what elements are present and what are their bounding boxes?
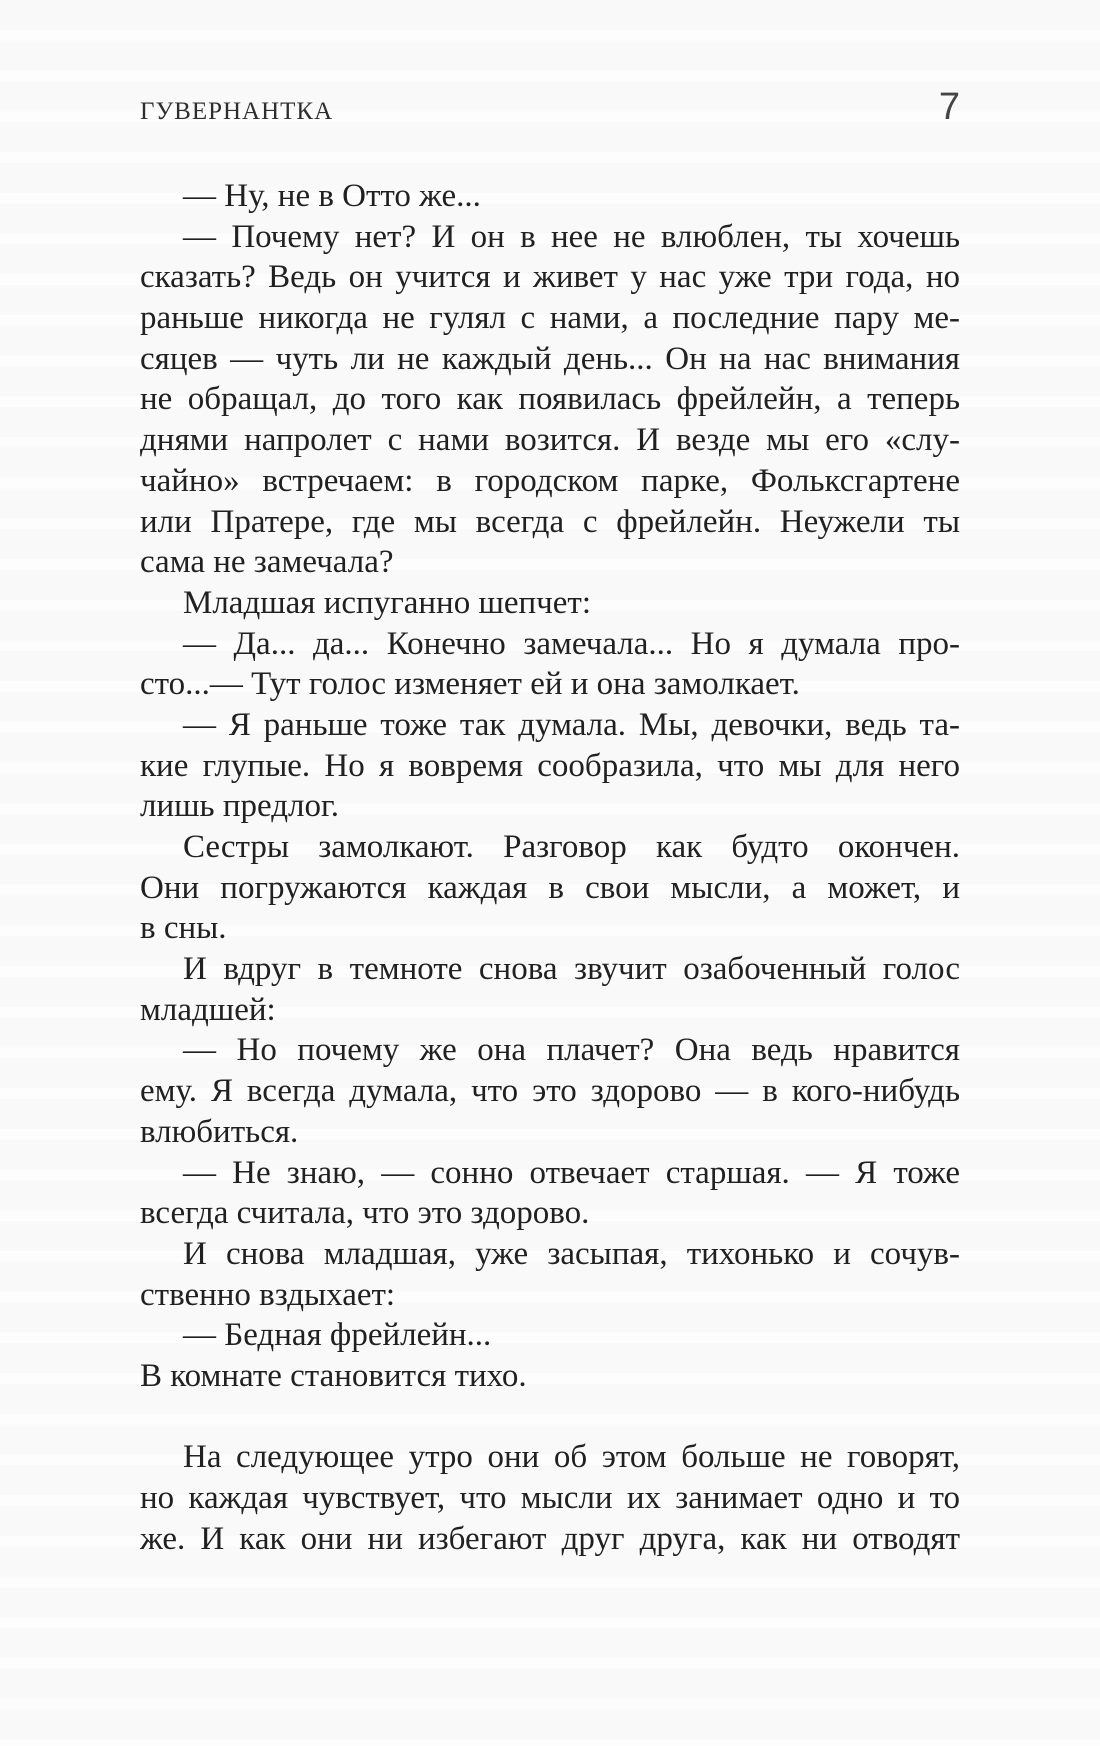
text-line: Сестры замолкают. Разговор как будто окончен. (183, 829, 960, 865)
page-header (140, 86, 960, 130)
text-line: сама не замечала? (140, 544, 394, 581)
page-number: 7 (938, 86, 960, 128)
text-line: чайно» встречаем: в городском парке, Фольксгартене (140, 462, 960, 499)
text-line: но каждая чувствует, что мысли их занимает одно и то (140, 1480, 960, 1516)
text-line: — Не знаю, — сонно отвечает старшая. — Я тоже (183, 1154, 960, 1191)
text-line: — Бедная фрейлейн... (183, 1317, 492, 1354)
text-line: На следующее утро они об этом больше не говорят, (183, 1439, 960, 1476)
text-line: ему. Я всегда думала, что это здорово — в кого-нибудь (140, 1073, 960, 1110)
text-line: раньше никогда не гулял с нами, а последние пару ме- (140, 300, 960, 337)
text-line: — Почему нет? И он в нее не влюблен, ты хочешь (183, 218, 960, 255)
text-line: же. И как они ни избегают друг друга, как ни отводят (140, 1520, 960, 1557)
running-title: ГУВЕРНАНТКА (140, 98, 334, 125)
text-line: сказать? Ведь он учится и живет у нас уже три года, но (140, 259, 960, 296)
text-block (140, 176, 960, 1559)
text-line: кие глупые. Но я вовремя сообразила, что мы для него (140, 747, 960, 784)
text-line: сто...— Тут голос изменяет ей и она замолкает. (140, 666, 800, 703)
text-line: Младшая испуганно шепчет: (183, 584, 592, 621)
text-line: в сны. (140, 910, 227, 947)
text-line: И снова младшая, уже засыпая, тихонько и сочув- (183, 1235, 960, 1272)
text-line: лишь предлог. (140, 788, 340, 825)
text-line: — Но почему же она плачет? Она ведь нравится (183, 1032, 960, 1069)
text-line: не обращал, до того как появилась фрейлейн, а теперь (140, 381, 960, 418)
text-line: — Да... да... Конечно замечала... Но я думала про- (183, 625, 960, 662)
text-line: И вдруг в темноте снова звучит озабоченный голос (183, 951, 960, 988)
text-line: днями напролет с нами возится. И везде мы его «слу- (140, 422, 960, 459)
text-line: сяцев — чуть ли не каждый день... Он на нас внимания (140, 340, 960, 377)
text-line: — Ну, не в Отто же... (183, 178, 481, 214)
text-line: влюбиться. (140, 1113, 299, 1150)
text-line: В комнате становится тихо. (140, 1357, 527, 1394)
text-line: — Я раньше тоже так думала. Мы, девочки, ведь та- (183, 706, 960, 743)
text-line: всегда считала, что это здорово. (140, 1195, 590, 1232)
text-line: Они погружаются каждая в свои мысли, а может, и (140, 869, 960, 906)
text-line: или Пратере, где мы всегда с фрейлейн. Неужели ты (140, 503, 960, 540)
text-line: ственно вздыхает: (140, 1276, 396, 1313)
text-line: младшей: (140, 991, 276, 1028)
